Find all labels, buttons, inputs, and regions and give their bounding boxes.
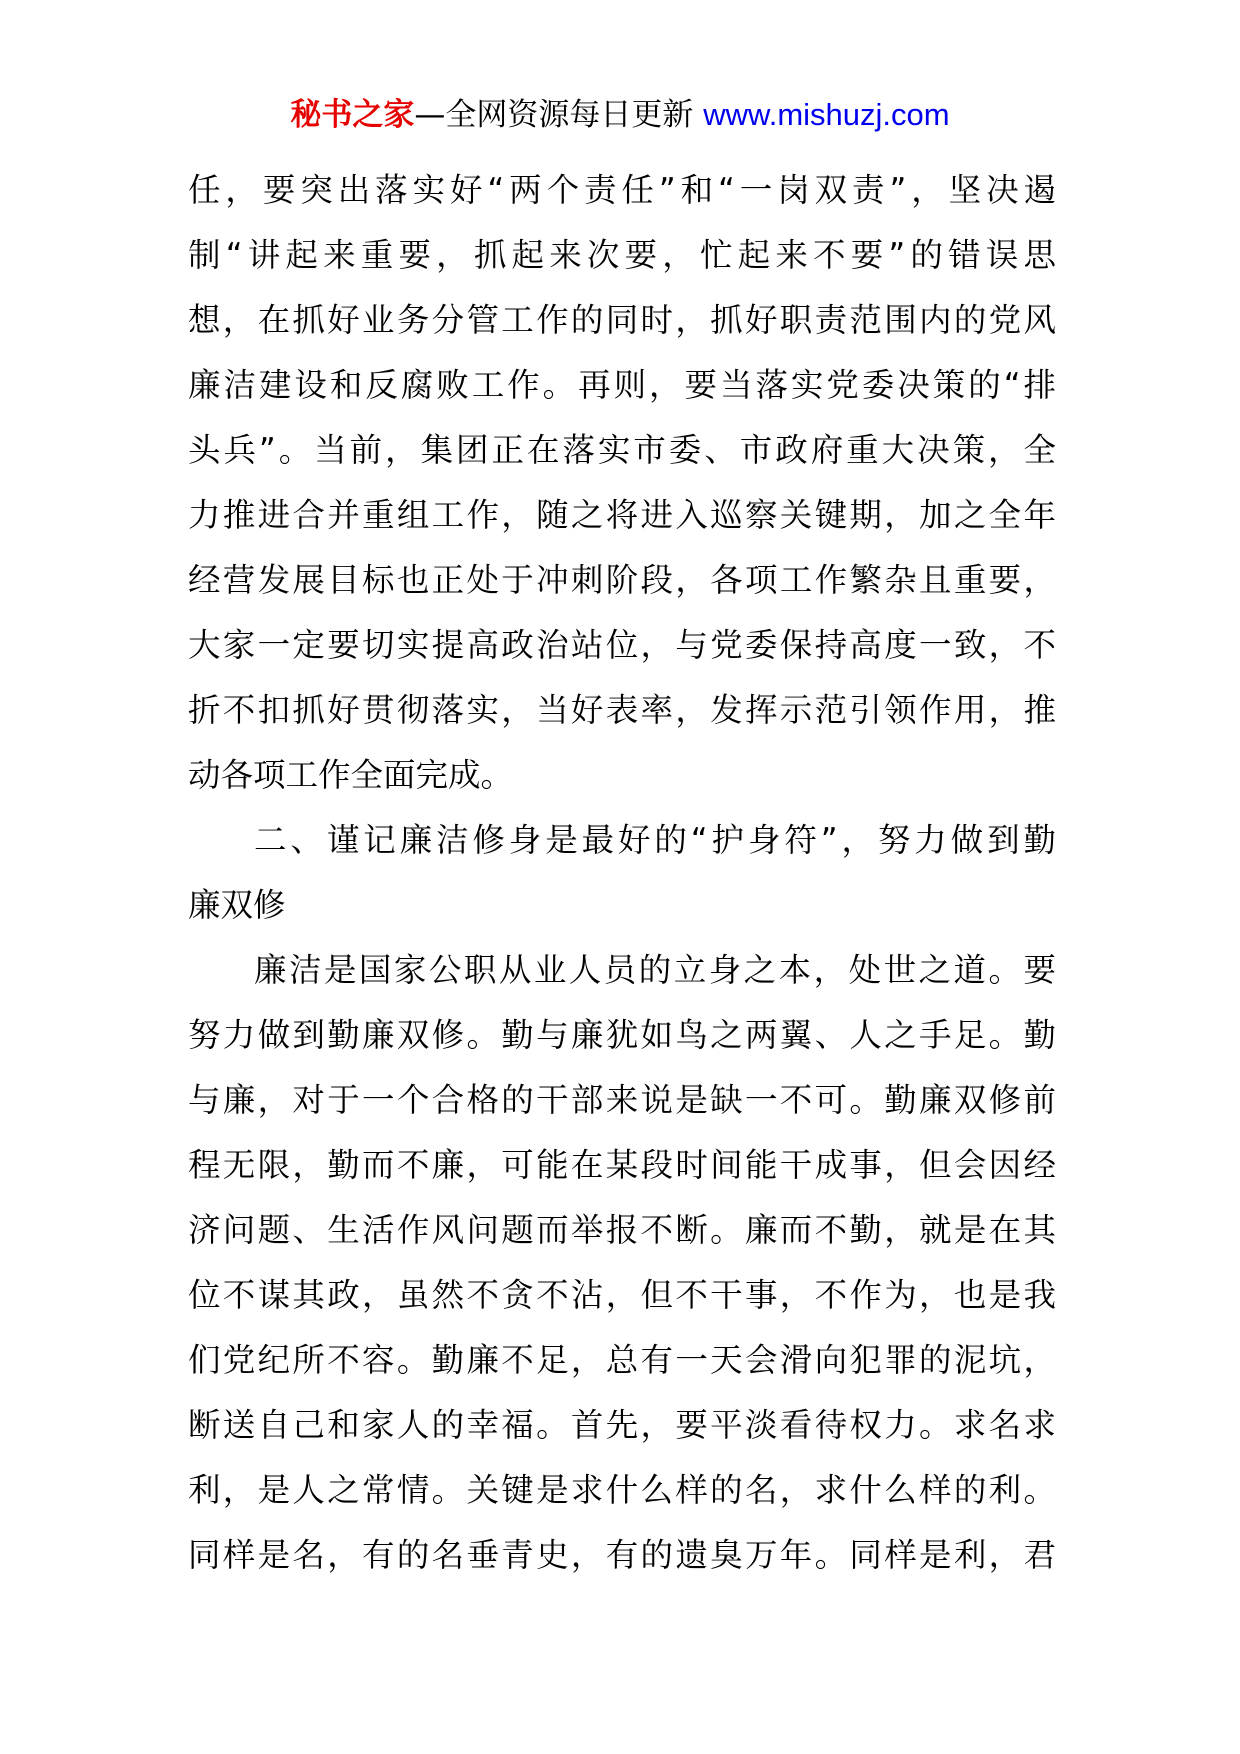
section-heading-line: 廉双修 <box>188 886 286 924</box>
text-line: 与廉，对于一个合格的干部来说是缺一不可。勤廉双修前 <box>188 1081 1056 1119</box>
site-header <box>0 88 1240 142</box>
text-line: 程无限，勤而不廉，可能在某段时间能干成事，但会因经 <box>188 1146 1056 1184</box>
text-line: 位不谋其政，虽然不贪不沾，但不干事，不作为，也是我 <box>188 1276 1056 1314</box>
text-line: 廉洁是国家公职从业人员的立身之本，处世之道。要 <box>254 951 1056 989</box>
site-url-link[interactable]: www.mishuzj.com <box>703 97 950 132</box>
site-tagline: —全网资源每日更新 <box>414 97 704 133</box>
text-line: 头兵”。当前，集团正在落实市委、市政府重大决策，全 <box>188 431 1056 469</box>
text-line: 制“讲起来重要，抓起来次要，忙起来不要”的错误思 <box>188 236 1056 274</box>
text-line: 断送自己和家人的幸福。首先，要平淡看待权力。求名求 <box>188 1406 1056 1444</box>
section-heading-line: 二、谨记廉洁修身是最好的“护身符”，努力做到勤 <box>254 821 1056 859</box>
text-line: 任，要突出落实好“两个责任”和“一岗双责”，坚决遏 <box>188 171 1056 209</box>
document-body <box>188 158 1056 1588</box>
text-line: 大家一定要切实提高政治站位，与党委保持高度一致，不 <box>188 626 1056 664</box>
text-line: 济问题、生活作风问题而举报不断。廉而不勤，就是在其 <box>188 1211 1056 1249</box>
text-line: 想，在抓好业务分管工作的同时，抓好职责范围内的党风 <box>188 301 1056 339</box>
text-line: 廉洁建设和反腐败工作。再则，要当落实党委决策的“排 <box>188 366 1056 404</box>
text-line: 经营发展目标也正处于冲刺阶段，各项工作繁杂且重要， <box>188 561 1056 599</box>
text-line: 利，是人之常情。关键是求什么样的名，求什么样的利。 <box>188 1471 1056 1509</box>
text-line: 们党纪所不容。勤廉不足，总有一天会滑向犯罪的泥坑， <box>188 1341 1056 1379</box>
text-line: 动各项工作全面完成。 <box>188 756 514 794</box>
text-line: 力推进合并重组工作，随之将进入巡察关键期，加之全年 <box>188 496 1056 534</box>
site-brand: 秘书之家 <box>290 97 415 133</box>
text-line: 折不扣抓好贯彻落实，当好表率，发挥示范引领作用，推 <box>188 691 1056 729</box>
text-line: 努力做到勤廉双修。勤与廉犹如鸟之两翼、人之手足。勤 <box>188 1016 1056 1054</box>
text-line: 同样是名，有的名垂青史，有的遗臭万年。同样是利，君 <box>188 1536 1056 1574</box>
